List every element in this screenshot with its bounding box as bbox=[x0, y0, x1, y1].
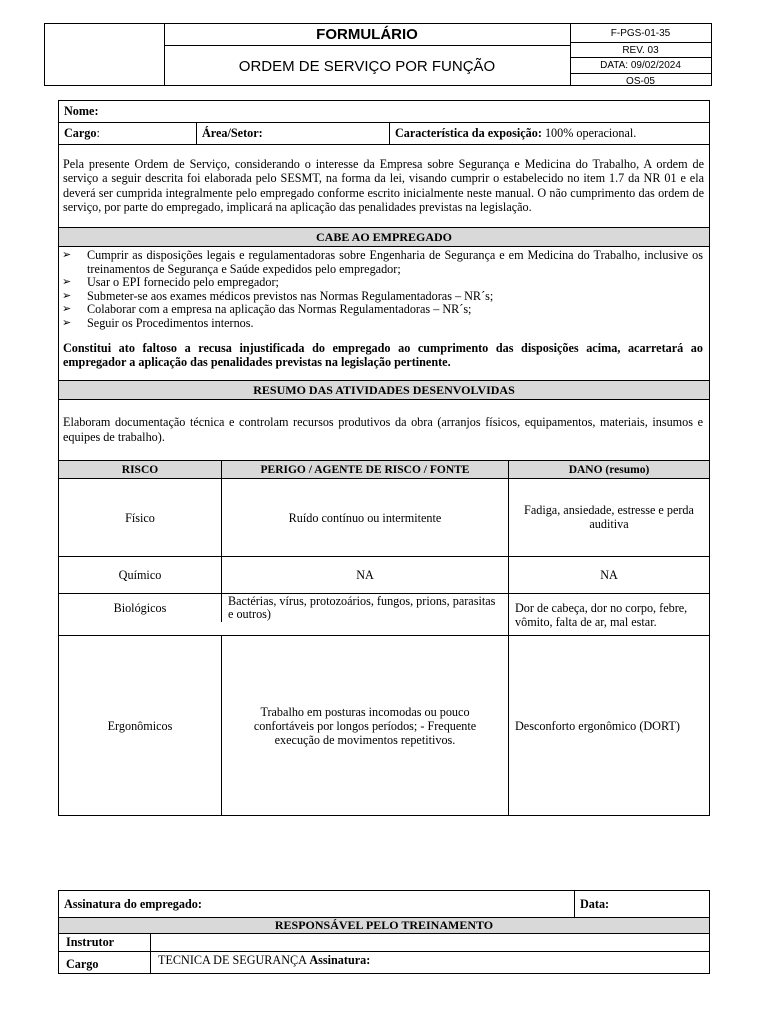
instrutor-label: Instrutor bbox=[66, 935, 115, 949]
obligations-row bbox=[59, 246, 709, 380]
signature-row bbox=[59, 891, 709, 917]
form-revision: REV. 03 bbox=[570, 43, 711, 58]
risk-name: Químico bbox=[118, 568, 162, 582]
cargo-footer-value: TECNICA DE SEGURANÇA bbox=[158, 953, 310, 967]
obligations-list bbox=[59, 247, 709, 331]
risk-hazard: Trabalho em posturas incomodas ou pouco confortáveis por longos períodos; - Frequente execução de movimentos repetitivos. bbox=[221, 636, 508, 816]
logo-area bbox=[45, 24, 165, 85]
col-header-risco: RISCO bbox=[121, 463, 159, 476]
nome-field[interactable] bbox=[59, 101, 709, 122]
obligation-item: ➢ Colaborar com a empresa na aplicação das Normas Regulamentadoras – NR´s; bbox=[62, 302, 472, 317]
risk-name: Biológicos bbox=[113, 601, 167, 615]
service-order-form bbox=[58, 100, 710, 816]
risk-hazard: NA bbox=[221, 557, 508, 593]
form-title: FORMULÁRIO bbox=[164, 24, 570, 46]
cargo-footer-field[interactable] bbox=[150, 952, 709, 973]
risk-damage: NA bbox=[508, 557, 709, 593]
cargo-footer-row bbox=[59, 951, 709, 973]
form-subtitle: ORDEM DE SERVIÇO POR FUNÇÃO bbox=[238, 58, 496, 75]
intro-row bbox=[59, 144, 709, 227]
intro-paragraph: Pela presente Ordem de Serviço, considerando o interesse da Empresa sobre Segurança e Medicina do Trabalho, A ordem de serviço a seguir descrita foi elaborada pelo SESMT, na forma da lei, visando cumprir o estabelecido no item 1.7 da NR 01 e ela deverá ser cumprida integralmente pelo empregado conforme escrito inicialmente neste manual. O não cumprimento das ordem de serviço, por parte do empregado, implicará na aplicação das penalidades previstas na legislação. bbox=[63, 157, 704, 214]
arrow-bullet-icon: ➢ bbox=[62, 276, 72, 289]
table-row bbox=[59, 478, 709, 556]
header-meta bbox=[570, 24, 711, 85]
col-header-dano: DANO (resumo) bbox=[508, 461, 709, 478]
form-code: F-PGS-01-35 bbox=[570, 24, 711, 43]
obligations-header: CABE AO EMPREGADO bbox=[59, 227, 709, 246]
assinatura-label: Assinatura: bbox=[309, 953, 371, 967]
risk-name: Ergonômicos bbox=[107, 719, 173, 733]
nome-row bbox=[59, 101, 709, 122]
signature-block bbox=[58, 890, 710, 974]
risk-name: Físico bbox=[125, 510, 155, 525]
col-header-perigo: PERIGO / AGENTE DE RISCO / FONTE bbox=[221, 461, 508, 478]
risk-damage: Desconforto ergonômico (DORT) bbox=[508, 636, 709, 816]
signature-label: Assinatura do empregado: bbox=[64, 897, 202, 911]
risk-damage: Fadiga, ansiedade, estresse e perda auditiva bbox=[508, 479, 709, 556]
risk-hazard: Bactérias, vírus, protozoários, fungos, prions, parasitas e outros) bbox=[221, 594, 508, 622]
nome-label: Nome: bbox=[64, 104, 99, 118]
arrow-bullet-icon: ➢ bbox=[62, 316, 72, 329]
arrow-bullet-icon: ➢ bbox=[62, 289, 72, 302]
training-header: RESPONSÁVEL PELO TREINAMENTO bbox=[59, 917, 709, 933]
arrow-bullet-icon: ➢ bbox=[62, 303, 72, 316]
obligation-item: ➢ Submeter-se aos exames médicos previstos nas Normas Regulamentadoras – NR´s; bbox=[62, 288, 494, 303]
form-os-number: OS-05 bbox=[626, 75, 655, 87]
risk-damage: Dor de cabeça, dor no corpo, febre, vômito, falta de ar, mal estar. bbox=[508, 594, 709, 635]
risk-table-header bbox=[59, 460, 709, 478]
obligation-item: ➢ Usar o EPI fornecido pelo empregador; bbox=[62, 275, 279, 290]
employee-signature-field[interactable] bbox=[59, 891, 574, 917]
summary-text: Elaboram documentação técnica e controlam recursos produtivos da obra (arranjos físicos, equipamentos, materiais, insumos e equipes de trabalho). bbox=[63, 415, 703, 444]
summary-row bbox=[59, 399, 709, 460]
header-title-block bbox=[164, 24, 571, 85]
table-row bbox=[59, 593, 709, 635]
exposicao-field bbox=[389, 123, 709, 144]
cargo-row bbox=[59, 122, 709, 144]
instrutor-row bbox=[59, 933, 709, 951]
cargo-colon: : bbox=[96, 126, 100, 140]
obligation-item: ➢ Cumprir as disposições legais e regulamentadoras sobre Engenharia de Segurança e em Medicina do Trabalho, inclusive os treinamentos de Segurança e Saúde expedidos pelo empregador; bbox=[62, 248, 703, 276]
table-row bbox=[59, 556, 709, 593]
cargo-field[interactable] bbox=[59, 123, 196, 144]
cargo-label: Cargo bbox=[64, 126, 97, 140]
area-field[interactable] bbox=[196, 123, 389, 144]
area-label: Área/Setor: bbox=[202, 126, 263, 140]
instrutor-field[interactable] bbox=[150, 934, 709, 951]
obligation-item: ➢ Seguir os Procedimentos internos. bbox=[62, 315, 254, 330]
summary-header: RESUMO DAS ATIVIDADES DESENVOLVIDAS bbox=[59, 380, 709, 399]
form-header bbox=[44, 23, 712, 86]
table-row bbox=[59, 635, 709, 816]
form-date: DATA: 09/02/2024 bbox=[570, 58, 711, 73]
date-label: Data: bbox=[580, 897, 610, 911]
exposicao-value: 100% operacional. bbox=[541, 126, 637, 140]
cargo-footer-label: Cargo bbox=[66, 957, 99, 971]
exposicao-label: Característica da exposição: bbox=[395, 126, 542, 140]
arrow-bullet-icon: ➢ bbox=[62, 249, 72, 261]
risk-hazard: Ruído contínuo ou intermitente bbox=[221, 479, 508, 556]
obligations-warning: Constitui ato faltoso a recusa injustificada do empregado ao cumprimento das disposições acima, acarretará ao empregador a aplicação das penalidades previstas na legislação pertinente. bbox=[63, 340, 703, 369]
signature-date-field[interactable] bbox=[574, 891, 709, 917]
